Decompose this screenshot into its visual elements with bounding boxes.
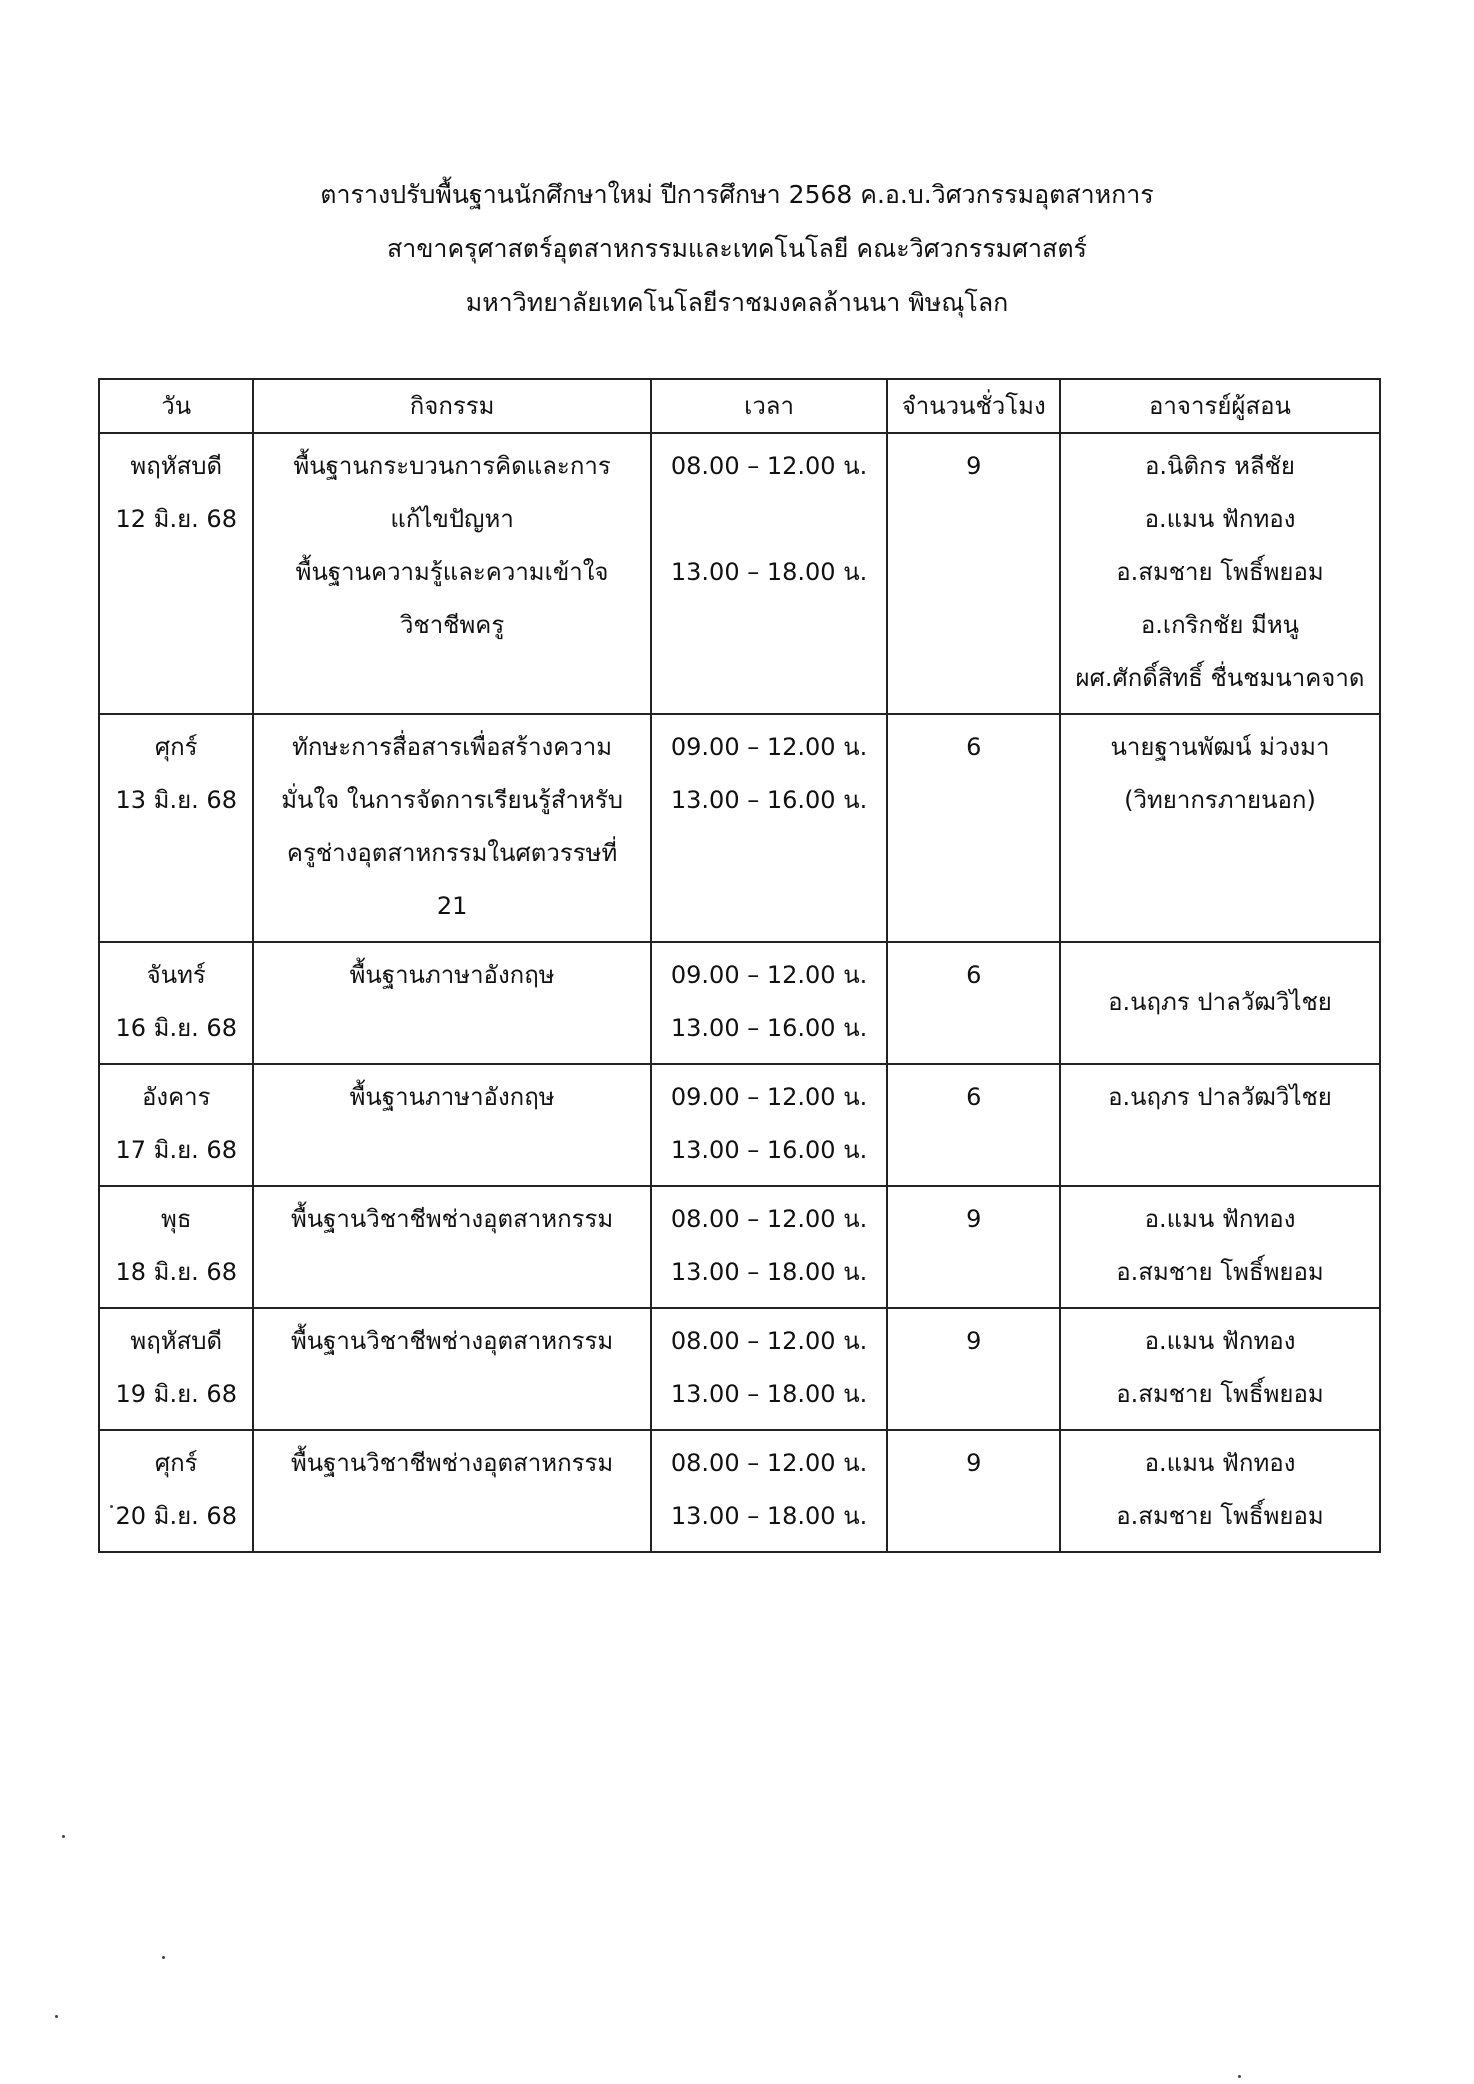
day-cell [99,1430,253,1552]
instructor-cell [1060,1186,1380,1308]
instructor-name: อ.แมน ฟักทอง [1144,1327,1296,1355]
title-line-2: สาขาครุศาสตร์อุตสาหกรรมและเทคโนโลยี คณะวิศวกรรมศาสตร์ [387,234,1087,263]
scan-speck [62,1835,65,1838]
header-activity: กิจกรรม [253,379,650,433]
time-cell [651,433,888,714]
time-morning: 08.00 – 12.00 น. [670,1449,868,1477]
instructor-name: ผศ.ศักดิ์สิทธิ์ ชื่นชมนาคจาด [1075,664,1365,692]
day-date: 16 มิ.ย. 68 [115,1014,237,1042]
hours-cell: 9 [887,1186,1060,1308]
day-cell [99,1308,253,1430]
time-morning: 09.00 – 12.00 น. [670,733,868,761]
scan-speck [110,1505,113,1508]
instructor-name: อ.นฤภร ปาลวัฒวิไชย [1108,987,1332,1016]
activity-line: พื้นฐานภาษาอังกฤษ [349,1083,555,1111]
activity-cell [253,433,650,714]
day-cell [99,714,253,942]
activity-line: วิชาชีพครู [399,611,505,639]
day-name: พฤหัสบดี [130,1327,223,1355]
instructor-name: อ.สมชาย โพธิ์พยอม [1116,1258,1324,1286]
day-name: อังคาร [141,1083,211,1111]
activity-line: พื้นฐานวิชาชีพช่างอุตสาหกรรม [290,1327,614,1355]
activity-cell [253,1308,650,1430]
time-morning: 08.00 – 12.00 น. [670,452,868,480]
hours-cell: 6 [887,714,1060,942]
instructor-name: นายฐานพัฒน์ ม่วงมา [1110,733,1330,761]
scan-speck [1238,2075,1241,2078]
title-line-1: ตารางปรับพื้นฐานนักศึกษาใหม่ ปีการศึกษา 2568 ค.อ.บ.วิศวกรรมอุตสาหการ [320,180,1154,209]
activity-cell [253,714,650,942]
time-afternoon: 13.00 – 18.00 น. [670,558,868,586]
time-afternoon: 13.00 – 18.00 น. [670,1258,868,1286]
time-cell [651,942,888,1064]
day-cell [99,942,253,1064]
scan-speck [162,1956,165,1959]
activity-line: มั่นใจ ในการจัดการเรียนรู้สำหรับ [281,786,623,814]
hours-cell: 9 [887,1430,1060,1552]
activity-line: พื้นฐานกระบวนการคิดและการ [293,452,611,480]
header-instructor: อาจารย์ผู้สอน [1060,379,1380,433]
day-date: 13 มิ.ย. 68 [115,786,237,814]
day-cell [99,433,253,714]
instructor-cell [1060,433,1380,714]
instructor-name: อ.สมชาย โพธิ์พยอม [1116,1380,1324,1408]
time-morning: 09.00 – 12.00 น. [670,1083,868,1111]
table-header-row [99,379,1380,433]
day-date: 17 มิ.ย. 68 [115,1136,237,1164]
time-cell [651,714,888,942]
activity-line: 21 [436,892,468,920]
time-afternoon: 13.00 – 16.00 น. [670,1136,868,1164]
day-name: พุธ [161,1205,192,1233]
instructor-name: อ.สมชาย โพธิ์พยอม [1116,1502,1324,1530]
hours-cell: 6 [887,942,1060,1064]
time-afternoon: 13.00 – 18.00 น. [670,1502,868,1530]
time-afternoon: 13.00 – 18.00 น. [670,1380,868,1408]
hours-cell: 9 [887,433,1060,714]
day-date: 18 มิ.ย. 68 [115,1258,237,1286]
instructor-name: อ.แมน ฟักทอง [1144,505,1296,533]
day-date: 12 มิ.ย. 68 [115,505,237,533]
header-time: เวลา [651,379,888,433]
table-row [99,1430,1380,1552]
instructor-name: อ.เกริกชัย มีหนู [1140,611,1300,639]
activity-cell [253,1430,650,1552]
instructor-cell [1060,942,1380,1064]
header-hours: จำนวนชั่วโมง [887,379,1060,433]
day-name: จันทร์ [146,961,206,989]
table-row [99,1186,1380,1308]
instructor-name: อ.นฤภร ปาลวัฒวิไชย [1108,1083,1332,1111]
scan-speck [55,2015,58,2018]
time-cell [651,1064,888,1186]
time-cell [651,1308,888,1430]
instructor-cell [1060,1308,1380,1430]
instructor-note: (วิทยากรภายนอก) [1124,786,1316,814]
time-afternoon: 13.00 – 16.00 น. [670,786,868,814]
document-title [0,168,1474,330]
activity-line: พื้นฐานวิชาชีพช่างอุตสาหกรรม [290,1205,614,1233]
activity-line: พื้นฐานความรู้และความเข้าใจ [295,558,609,586]
time-cell [651,1186,888,1308]
hours-cell: 9 [887,1308,1060,1430]
table-row [99,942,1380,1064]
instructor-cell [1060,1430,1380,1552]
hours-cell: 6 [887,1064,1060,1186]
day-cell [99,1064,253,1186]
activity-line: ทักษะการสื่อสารเพื่อสร้างความ [292,733,613,761]
day-name: พฤหัสบดี [130,452,223,480]
day-name: ศุกร์ [154,1449,198,1477]
schedule-table [98,378,1381,1553]
activity-cell [253,1064,650,1186]
title-line-3: มหาวิทยาลัยเทคโนโลยีราชมงคลล้านนา พิษณุโลก [465,288,1009,317]
table-row [99,714,1380,942]
day-cell [99,1186,253,1308]
activity-cell [253,942,650,1064]
instructor-name: อ.สมชาย โพธิ์พยอม [1116,558,1324,586]
time-morning: 08.00 – 12.00 น. [670,1327,868,1355]
time-morning: 08.00 – 12.00 น. [670,1205,868,1233]
instructor-name: อ.แมน ฟักทอง [1144,1449,1296,1477]
instructor-cell [1060,1064,1380,1186]
time-morning: 09.00 – 12.00 น. [670,961,868,989]
table-row [99,433,1380,714]
instructor-cell [1060,714,1380,942]
instructor-name: อ.นิติกร หลีชัย [1145,452,1295,480]
header-day: วัน [99,379,253,433]
table-row [99,1308,1380,1430]
activity-line: พื้นฐานวิชาชีพช่างอุตสาหกรรม [290,1449,614,1477]
time-cell [651,1430,888,1552]
activity-line: แก้ไขปัญหา [390,505,514,533]
day-date: 20 มิ.ย. 68 [115,1502,237,1530]
instructor-name: อ.แมน ฟักทอง [1144,1205,1296,1233]
activity-cell [253,1186,650,1308]
table-row [99,1064,1380,1186]
day-name: ศุกร์ [154,733,198,761]
activity-line: ครูช่างอุตสาหกรรมในศตวรรษที่ [286,839,618,867]
time-afternoon: 13.00 – 16.00 น. [670,1014,868,1042]
activity-line: พื้นฐานภาษาอังกฤษ [349,961,555,989]
day-date: 19 มิ.ย. 68 [115,1380,237,1408]
